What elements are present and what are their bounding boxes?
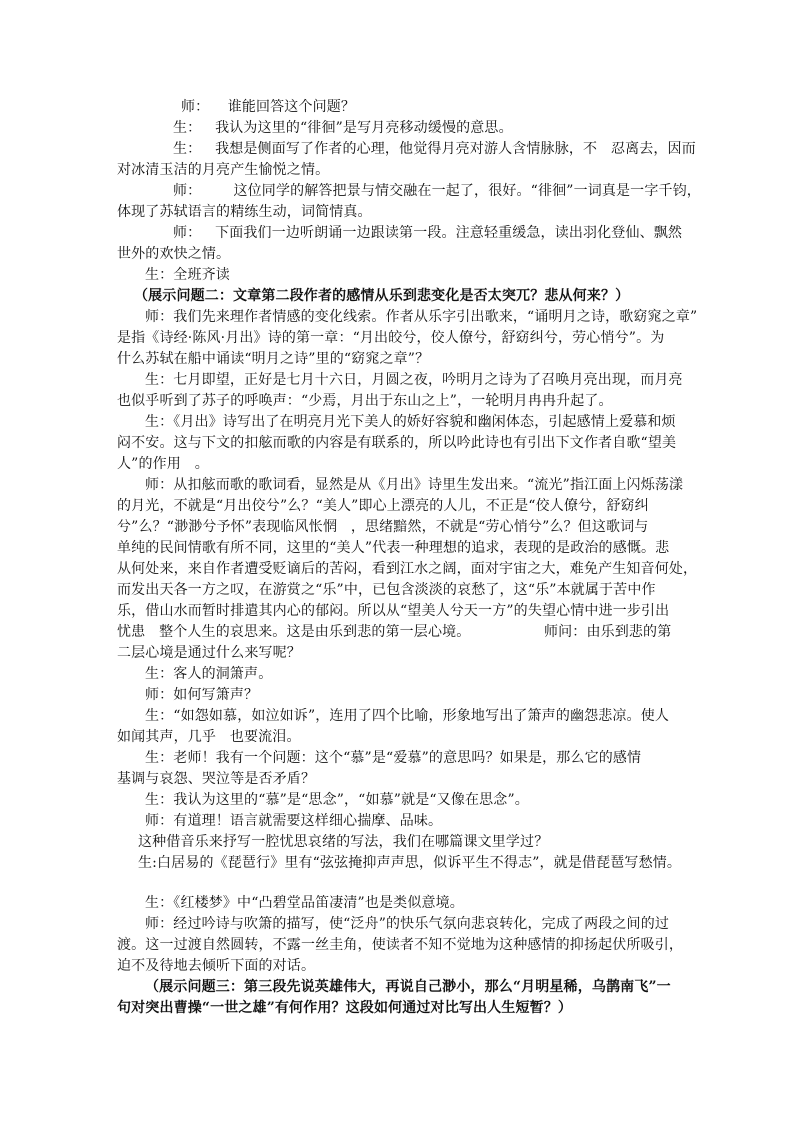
text-line: 闷不安。这与下文的扣舷而歌的内容是有联系的，所以吟此诗也有引出下文作者自歌“望美 bbox=[117, 435, 677, 451]
text-line: 的月光，不就是“月出佼兮”么？“美人”即心上漂亮的人儿，不正是“佼人僚兮，舒窈纠 bbox=[117, 498, 649, 514]
question-heading: （展示问题二：文章第二段作者的感情从乐到悲变化是否太突兀？悲从何来？） bbox=[134, 288, 630, 304]
text-line: 如闻其声，几乎 也要流泪。 bbox=[117, 729, 301, 745]
text-line: 兮”么？“渺渺兮予怀”表现临风怅惘 ，思绪黯然，不就是“劳心悄兮”么？但这歌词与 bbox=[117, 519, 649, 535]
dialogue-line: 生：老师！我有一个问题：这个“慕”是“爱慕”的意思吗？如果是，那么它的感情 bbox=[145, 750, 642, 766]
text-line: 基调与哀怨、哭泣等是否矛盾？ bbox=[117, 771, 316, 787]
question-heading: 句对突出曹操“一世之雄”有何作用？这段如何通过对比写出人生短暂？） bbox=[117, 1000, 573, 1016]
dialogue-line: 生：我认为这里的“慕”是“思念”，“如慕”就是“又像在思念”。 bbox=[145, 792, 529, 808]
text-line: 是指《诗经·陈风·月出》诗的第一章：“月出皎兮，佼人僚兮，舒窈纠兮，劳心悄兮”。为 bbox=[117, 330, 665, 346]
dialogue-line: 师：我们先来理作者情感的变化线索。作者从乐字引出歌来，“诵明月之诗，歌窈窕之章” bbox=[145, 309, 698, 325]
dialogue-line: 生：客人的洞箫声。 bbox=[145, 666, 273, 682]
dialogue-line: 师： 下面我们一边听朗诵一边跟读第一段。注意轻重缓急，读出羽化登仙、飘然 bbox=[173, 225, 683, 241]
text-line: 对冰清玉洁的月亮产生愉悦之情。 bbox=[117, 162, 330, 178]
text-line: 什么苏轼在船中诵读“明月之诗”里的“窈窕之章”？ bbox=[117, 351, 430, 367]
text-line: 从何处来，来自作者遭受贬谪后的苦闷，看到江水之阔，面对宇宙之大，难免产生知音何处， bbox=[117, 561, 698, 577]
text-line: 忧患 整个人生的哀思来。这是由乐到悲的第一层心境。 师问：由乐到悲的第 bbox=[117, 624, 672, 640]
dialogue-line: 师：如何写箫声？ bbox=[145, 687, 259, 703]
dialogue-line: 师：从扣舷而歌的歌词看，显然是从《月出》诗里生发出来。“流光”指江面上闪烁荡漾 bbox=[145, 477, 684, 493]
text-line: 渡。这一过渡自然圆转，不露一丝圭角，使读者不知不觉地为这种感情的抑扬起伏所吸引， bbox=[117, 937, 683, 953]
dialogue-line: 师： 谁能回答这个问题？ bbox=[181, 99, 356, 115]
text-line: 单纯的民间情歌有所不同，这里的“美人”代表一种理想的追求，表现的是政治的感慨。悲 bbox=[117, 540, 670, 556]
dialogue-line: 生：七月即望，正好是七月十六日，月圆之夜，吟明月之诗为了召唤月亮出现，而月亮 bbox=[145, 372, 683, 388]
dialogue-line: 师：经过吟诗与吹箫的描写，使“泛舟”的快乐气氛向悲哀转化，完成了两段之间的过 bbox=[145, 916, 670, 932]
dialogue-line: 师： 这位同学的解答把景与情交融在一起了，很好。“徘徊”一词真是一字千钧， bbox=[173, 183, 701, 199]
dialogue-line: 生： 我认为这里的“徘徊”是写月亮移动缓慢的意思。 bbox=[173, 120, 513, 136]
text-line: 人”的作用 。 bbox=[117, 456, 209, 472]
text-line: 迫不及待地去倾听下面的对话。 bbox=[117, 958, 316, 974]
text-line: 这种借音乐来抒写一腔忧思哀绪的写法，我们在哪篇课文里学过？ bbox=[138, 834, 549, 850]
text-line: 体现了苏轼语言的精练生动，词简情真。 bbox=[117, 204, 372, 220]
text-line: 而发出天各一方之叹，在游赏之“乐”中，已包含淡淡的哀愁了，这“乐”本就属于苦中作 bbox=[117, 582, 656, 598]
dialogue-line: 生:白居易的《琵琶行》里有“弦弦掩抑声声思，似诉平生不得志”，就是借琵琶写愁情。 bbox=[138, 855, 682, 871]
dialogue-line: 生：《红楼梦》中“凸碧堂品笛凄清”也是类似意境。 bbox=[145, 895, 464, 911]
dialogue-line: 生：“如怨如慕，如泣如诉”，连用了四个比喻，形象地写出了箫声的幽怨悲凉。使人 bbox=[145, 708, 670, 724]
dialogue-line: 师：有道理！语言就需要这样细心揣摩、品味。 bbox=[145, 813, 443, 829]
text-line: 也似乎听到了苏子的呼唤声：“少焉，月出于东山之上”，一轮明月冉冉升起了。 bbox=[117, 393, 613, 409]
question-heading: （展示问题三：第三段先说英雄伟大，再说自己渺小，那么“月明星稀，乌鹊南飞”一 bbox=[145, 979, 671, 995]
text-line: 乐，借山水而暂时排遣其内心的郁闷。所以从“望美人兮天一方”的失望心情中进一步引出 bbox=[117, 603, 670, 619]
dialogue-line: 生：全班齐读 bbox=[145, 267, 230, 283]
dialogue-line: 生：《月出》诗写出了在明亮月光下美人的娇好容貌和幽闲体态，引起感情上爱慕和烦 bbox=[145, 414, 676, 430]
dialogue-line: 生： 我想是侧面写了作者的心理，他觉得月亮对游人含情脉脉，不 忍离去，因而 bbox=[173, 141, 696, 157]
text-line: 二层心境是通过什么来写呢？ bbox=[117, 645, 301, 661]
text-line: 世外的欢快之情。 bbox=[117, 246, 231, 262]
